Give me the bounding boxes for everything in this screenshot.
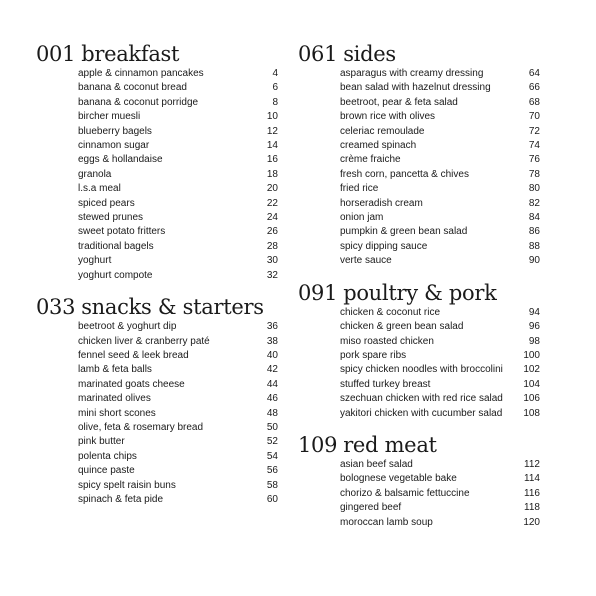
section-sides [298, 42, 540, 269]
recipe-name: olive, feta & rosemary bread [78, 421, 204, 433]
toc-entry [78, 211, 278, 225]
toc-entry [78, 363, 278, 377]
contents-left-column [36, 42, 278, 519]
section-red-meat [298, 433, 540, 530]
section-heading [298, 281, 540, 305]
page-number: 114 [524, 473, 540, 485]
section-heading [36, 42, 278, 66]
recipe-name: traditional bagels [78, 240, 154, 252]
recipe-name: banana & coconut bread [78, 82, 187, 94]
toc-entry [78, 493, 278, 507]
page-number: 104 [523, 378, 540, 390]
toc-entry [78, 81, 278, 95]
page-number: 54 [266, 450, 278, 462]
toc-entry [78, 139, 278, 153]
recipe-name: spiced pears [78, 197, 135, 209]
entry-list [78, 67, 278, 283]
recipe-name: marinated olives [78, 393, 151, 405]
toc-entry [78, 125, 278, 139]
page-number: 56 [266, 465, 278, 477]
recipe-name: blueberry bagels [78, 125, 152, 137]
toc-entry [340, 349, 540, 363]
page-number: 76 [528, 154, 540, 166]
page-number: 12 [266, 125, 278, 137]
recipe-name: yakitori chicken with cucumber salad [340, 407, 503, 419]
toc-entry [340, 407, 540, 421]
recipe-name: asparagus with creamy dressing [340, 68, 484, 79]
page-number: 26 [266, 226, 278, 238]
recipe-name: spicy dipping sauce [340, 240, 428, 252]
toc-entry [340, 378, 540, 392]
toc-entry [340, 320, 540, 334]
recipe-name: fennel seed & leek bread [78, 349, 189, 361]
recipe-name: stewed prunes [78, 212, 144, 224]
recipe-name: fried rice [340, 183, 379, 195]
page-number: 82 [528, 197, 540, 209]
section-number: 061 [298, 42, 338, 66]
recipe-name: asian beef salad [340, 458, 413, 470]
toc-entry [340, 81, 540, 95]
toc-entry [340, 487, 540, 501]
recipe-name: chicken liver & cranberry paté [78, 335, 210, 347]
toc-entry [78, 269, 278, 283]
recipe-name: quince paste [78, 465, 135, 477]
toc-entry [340, 392, 540, 406]
recipe-name: beetroot, pear & feta salad [340, 96, 458, 108]
recipe-name: creamed spinach [340, 140, 417, 152]
page-number: 28 [266, 240, 278, 252]
section-title: red meat [343, 432, 437, 457]
toc-entry [78, 168, 278, 182]
recipe-name: granola [78, 168, 112, 180]
recipe-name: celeriac remoulade [340, 125, 425, 137]
section-heading [36, 295, 278, 319]
recipe-name: pink butter [78, 436, 125, 448]
entry-list [340, 306, 540, 421]
page-number: 88 [528, 240, 540, 252]
toc-entry [78, 349, 278, 363]
page-number: 40 [266, 349, 278, 361]
toc-entry [78, 225, 278, 239]
page-number: 6 [272, 82, 278, 94]
toc-entry [340, 125, 540, 139]
toc-entry [78, 335, 278, 349]
toc-entry [78, 378, 278, 392]
recipe-name: spicy chicken noodles with broccolini [340, 364, 503, 376]
toc-entry [340, 240, 540, 254]
recipe-name: marinated goats cheese [78, 378, 185, 390]
toc-entry [78, 240, 278, 254]
recipe-name: crème fraiche [340, 154, 401, 166]
section-number: 091 [298, 280, 338, 305]
page-number: 100 [523, 349, 540, 361]
page-number: 112 [524, 458, 540, 470]
toc-entry [340, 306, 540, 320]
toc-entry [340, 110, 540, 124]
toc-entry [78, 421, 278, 435]
contents-right-column [298, 42, 540, 542]
recipe-name: bircher muesli [78, 111, 141, 123]
page-number: 74 [528, 140, 540, 152]
recipe-name: brown rice with olives [340, 111, 436, 123]
page-number: 50 [266, 421, 278, 433]
page-number: 32 [266, 269, 278, 281]
recipe-name: horseradish cream [340, 197, 423, 209]
toc-entry [340, 168, 540, 182]
recipe-name: gingered beef [340, 502, 402, 514]
recipe-name: yoghurt [78, 255, 112, 267]
toc-entry [340, 458, 540, 472]
recipe-name: miso roasted chicken [340, 335, 434, 347]
toc-entry [78, 435, 278, 449]
recipe-name: polenta chips [78, 450, 137, 462]
recipe-name: chorizo & balsamic fettuccine [340, 487, 470, 499]
recipe-name: stuffed turkey breast [340, 378, 431, 390]
toc-entry [78, 182, 278, 196]
page-number: 98 [528, 335, 540, 347]
recipe-name: spinach & feta pide [78, 493, 164, 505]
recipe-name: bolognese vegetable bake [340, 473, 457, 485]
recipe-name: l.s.a meal [78, 183, 121, 195]
section-number: 109 [298, 432, 338, 457]
page-number: 30 [266, 255, 278, 267]
recipe-name: apple & cinnamon pancakes [78, 68, 204, 79]
page-number: 10 [266, 111, 278, 123]
page-number: 108 [523, 407, 540, 419]
page-number: 90 [528, 255, 540, 267]
toc-entry [340, 254, 540, 268]
page-number: 96 [528, 321, 540, 333]
toc-entry [340, 472, 540, 486]
page-number: 58 [266, 479, 278, 491]
toc-entry [78, 320, 278, 334]
section-number: 033 [36, 295, 76, 320]
toc-entry [78, 392, 278, 406]
page-number: 106 [523, 393, 540, 405]
page-number: 52 [266, 436, 278, 448]
page-number: 22 [266, 197, 278, 209]
toc-entry [340, 363, 540, 377]
entry-list [340, 458, 540, 530]
recipe-name: lamb & feta balls [78, 364, 152, 376]
recipe-name: yoghurt compote [78, 269, 153, 281]
page-number: 80 [528, 183, 540, 195]
section-title: sides [343, 42, 396, 66]
recipe-name: szechuan chicken with red rice salad [340, 393, 503, 405]
page-number: 8 [272, 96, 278, 108]
page-number: 60 [266, 493, 278, 505]
toc-entry [340, 197, 540, 211]
toc-entry [340, 501, 540, 515]
page-number: 38 [266, 335, 278, 347]
section-poultry-pork [298, 281, 540, 421]
section-title: breakfast [81, 42, 180, 66]
entry-list [78, 320, 278, 507]
recipe-name: pork spare ribs [340, 349, 407, 361]
recipe-name: spicy spelt raisin buns [78, 479, 176, 491]
recipe-name: mini short scones [78, 407, 156, 419]
toc-entry [340, 225, 540, 239]
page-number: 24 [266, 212, 278, 224]
toc-entry [78, 254, 278, 268]
recipe-name: onion jam [340, 212, 384, 224]
page-number: 70 [528, 111, 540, 123]
page-number: 14 [266, 140, 278, 152]
recipe-name: cinnamon sugar [78, 140, 150, 152]
toc-entry [340, 211, 540, 225]
recipe-name: chicken & coconut rice [340, 306, 441, 318]
toc-entry [78, 479, 278, 493]
toc-entry [340, 153, 540, 167]
toc-entry [78, 153, 278, 167]
recipe-name: fresh corn, pancetta & chives [340, 168, 469, 180]
entry-list [340, 67, 540, 269]
page-number: 68 [528, 96, 540, 108]
recipe-name: banana & coconut porridge [78, 96, 199, 108]
toc-entry [78, 450, 278, 464]
toc-entry [340, 516, 540, 530]
section-snacks-starters [36, 295, 278, 507]
recipe-name: sweet potato fritters [78, 226, 166, 238]
recipe-name: chicken & green bean salad [340, 321, 464, 333]
page-number: 64 [528, 68, 540, 79]
recipe-name: pumpkin & green bean salad [340, 226, 468, 238]
section-breakfast [36, 42, 278, 283]
recipe-name: verte sauce [340, 255, 392, 267]
page-number: 78 [528, 168, 540, 180]
toc-entry [78, 110, 278, 124]
page-number: 102 [523, 364, 540, 376]
page-number: 36 [266, 321, 278, 333]
section-title: poultry & pork [343, 280, 497, 305]
section-heading [298, 433, 540, 457]
page-number: 44 [266, 378, 278, 390]
toc-entry [340, 139, 540, 153]
toc-entry [78, 464, 278, 478]
recipe-name: bean salad with hazelnut dressing [340, 82, 491, 94]
toc-entry [340, 96, 540, 110]
page-number: 116 [524, 487, 540, 499]
page-number: 48 [266, 407, 278, 419]
toc-entry [78, 96, 278, 110]
toc-entry [78, 67, 278, 81]
recipe-name: eggs & hollandaise [78, 154, 163, 166]
page-number: 20 [266, 183, 278, 195]
recipe-name: moroccan lamb soup [340, 516, 433, 528]
page-number: 16 [266, 154, 278, 166]
page-number: 66 [528, 82, 540, 94]
page-number: 4 [272, 68, 278, 79]
page-number: 86 [528, 226, 540, 238]
toc-entry [340, 182, 540, 196]
toc-entry [340, 67, 540, 81]
section-number: 001 [36, 42, 76, 66]
recipe-name: beetroot & yoghurt dip [78, 321, 177, 333]
page-number: 84 [528, 212, 540, 224]
toc-entry [78, 407, 278, 421]
page-number: 94 [528, 306, 540, 318]
page-number: 46 [266, 393, 278, 405]
section-heading [298, 42, 540, 66]
toc-entry [78, 197, 278, 211]
page-number: 118 [524, 502, 540, 514]
page-number: 120 [523, 516, 540, 528]
page-number: 72 [528, 125, 540, 137]
page-number: 42 [266, 364, 278, 376]
section-title: snacks & starters [81, 295, 264, 320]
toc-entry [340, 335, 540, 349]
page-number: 18 [266, 168, 278, 180]
